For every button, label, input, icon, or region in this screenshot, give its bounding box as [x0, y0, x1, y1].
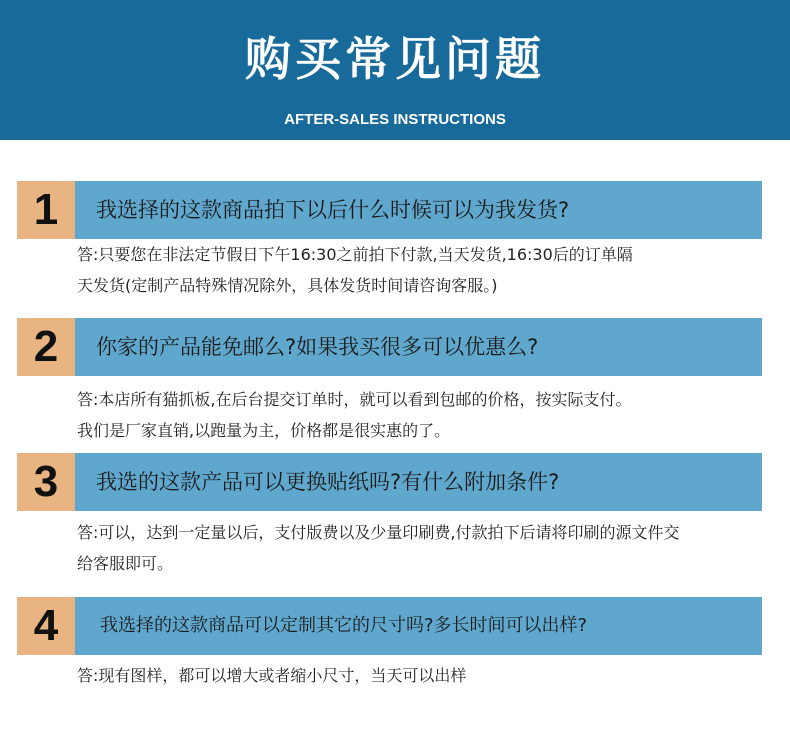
page-subtitle: AFTER-SALES INSTRUCTIONS — [284, 111, 506, 128]
answer-line: 答:本店所有猫抓板,在后台提交订单时，就可以看到包邮的价格，按实际支付。 — [77, 390, 632, 409]
question-number: 4 — [17, 597, 75, 655]
header-banner — [0, 0, 790, 140]
answer-line: 答:只要您在非法定节假日下午16:30之前拍下付款,当天发货,16:30后的订单隔 — [77, 245, 633, 264]
answer-text — [77, 239, 782, 301]
answer-line: 给客服即可。 — [77, 554, 174, 573]
answer-line: 答:可以，达到一定量以后，支付版费以及少量印刷费,付款拍下后请将印刷的源文件交 — [77, 523, 680, 542]
answer-line: 答:现有图样，都可以增大或者缩小尺寸，当天可以出样 — [77, 666, 467, 685]
answer-text — [77, 660, 782, 691]
question-text: 你家的产品能免邮么?如果我买很多可以优惠么? — [96, 335, 539, 359]
answer-text — [77, 384, 782, 446]
question-number: 2 — [17, 318, 75, 376]
answer-line: 天发货(定制产品特殊情况除外，具体发货时间请咨询客服。) — [77, 276, 498, 295]
page-title: 购买常见问题 — [245, 32, 545, 86]
answer-line: 我们是厂家直销,以跑量为主，价格都是很实惠的了。 — [77, 421, 451, 440]
answer-text — [77, 517, 782, 579]
question-number: 1 — [17, 181, 75, 239]
question-text: 我选择的这款商品可以定制其它的尺寸吗?多长时间可以出样? — [100, 615, 588, 636]
question-number: 3 — [17, 453, 75, 511]
question-text: 我选择的这款商品拍下以后什么时候可以为我发货? — [96, 198, 570, 222]
question-text: 我选的这款产品可以更换贴纸吗?有什么附加条件? — [96, 470, 560, 494]
